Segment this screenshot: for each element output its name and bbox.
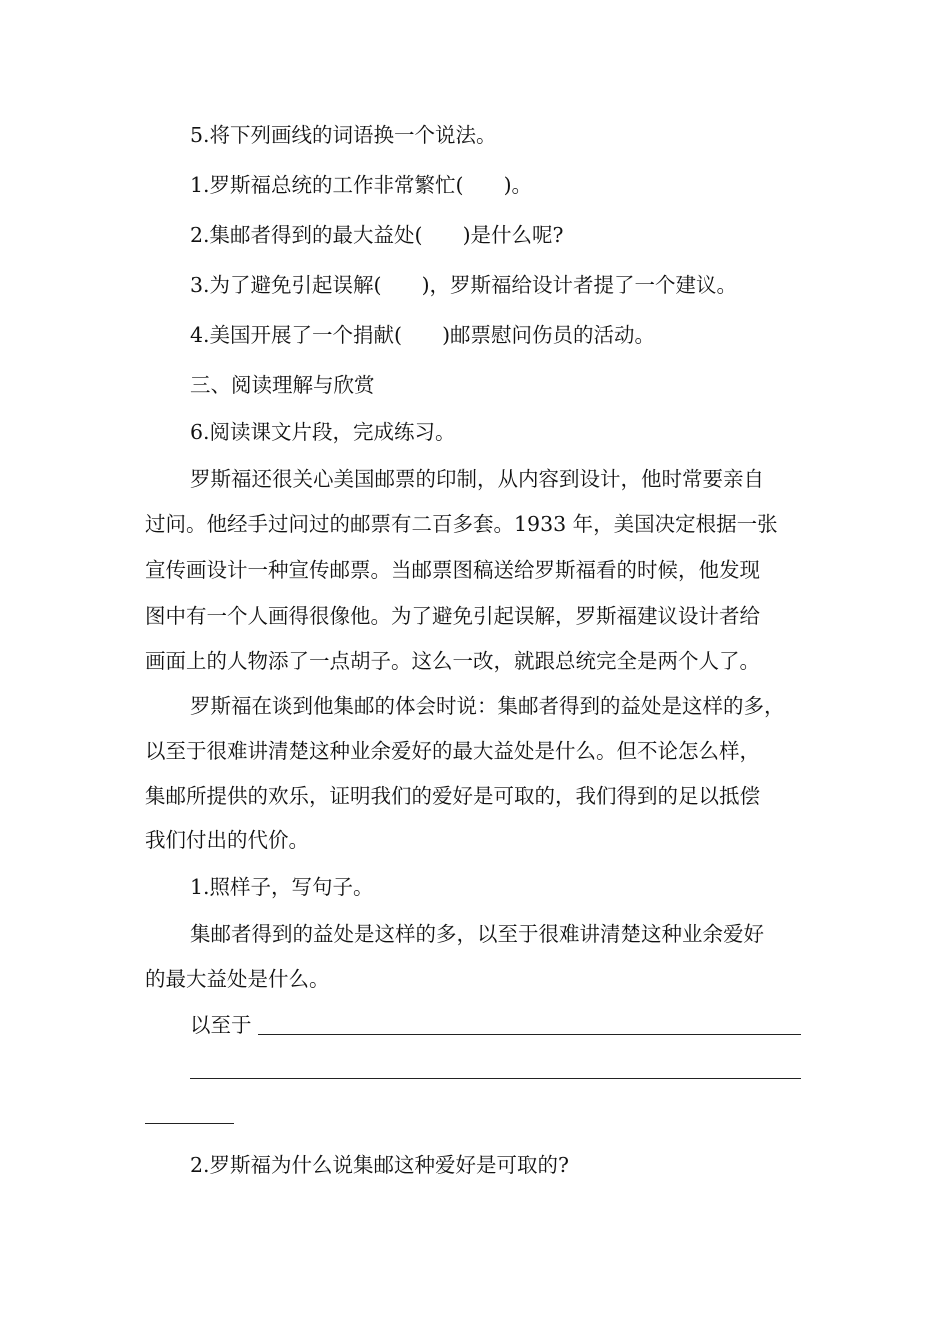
part3-heading: 三、阅读理解与欣赏 [190, 373, 375, 397]
item-4-suffix: )邮票慰问伤员的活动。 [442, 323, 656, 347]
passage-p2-line-4: 我们付出的代价。 [145, 828, 309, 852]
answer-line-3[interactable] [145, 1123, 234, 1124]
passage-p1-line-3: 宣传画设计一种宣传邮票。当邮票图稿送给罗斯福看的时候，他发现 [145, 558, 760, 582]
q1-answer-prefix: 以至于 [190, 1013, 252, 1037]
passage-p1-line-2: 过问。他经手过问过的邮票有二百多套。1933 年，美国决定根据一张 [145, 512, 778, 536]
answer-line-2[interactable] [190, 1078, 801, 1079]
item-1-suffix: )。 [503, 173, 533, 197]
answer-line-1[interactable] [258, 1034, 801, 1035]
passage-p2-line-2: 以至于很难讲清楚这种业余爱好的最大益处是什么。但不论怎么样， [145, 739, 760, 763]
passage-p2-line-1: 罗斯福在谈到他集邮的体会时说：集邮者得到的益处是这样的多， [190, 694, 785, 718]
section6-heading: 6.阅读课文片段，完成练习。 [190, 420, 456, 444]
q2-label: 2.罗斯福为什么说集邮这种爱好是可取的? [190, 1153, 570, 1177]
item-4-prefix: 4.美国开展了一个捐献( [190, 323, 403, 347]
passage-p1-line-1: 罗斯福还很关心美国邮票的印制，从内容到设计，他时常要亲自 [190, 467, 764, 491]
item-2-suffix: )是什么呢? [462, 223, 564, 247]
item-1-prefix: 1.罗斯福总统的工作非常繁忙( [190, 173, 464, 197]
section5-item-1 [190, 171, 532, 199]
section5-heading: 5.将下列画线的词语换一个说法。 [190, 123, 497, 147]
item-3-prefix: 3.为了避免引起误解( [190, 273, 382, 297]
item-2-prefix: 2.集邮者得到的最大益处( [190, 223, 423, 247]
q1-example-line-2: 的最大益处是什么。 [145, 967, 330, 991]
section5-item-3 [190, 271, 737, 299]
item-3-suffix: )，罗斯福给设计者提了一个建议。 [421, 273, 738, 297]
section5-item-4 [190, 321, 655, 349]
q1-label: 1.照样子，写句子。 [190, 875, 374, 899]
section5-item-2 [190, 221, 564, 249]
passage-p1-line-5: 画面上的人物添了一点胡子。这么一改，就跟总统完全是两个人了。 [145, 649, 760, 673]
q1-example-line-1: 集邮者得到的益处是这样的多，以至于很难讲清楚这种业余爱好 [190, 922, 764, 946]
passage-p2-line-3: 集邮所提供的欢乐，证明我们的爱好是可取的，我们得到的足以抵偿 [145, 784, 760, 808]
passage-p1-line-4: 图中有一个人画得很像他。为了避免引起误解，罗斯福建议设计者给 [145, 604, 760, 628]
